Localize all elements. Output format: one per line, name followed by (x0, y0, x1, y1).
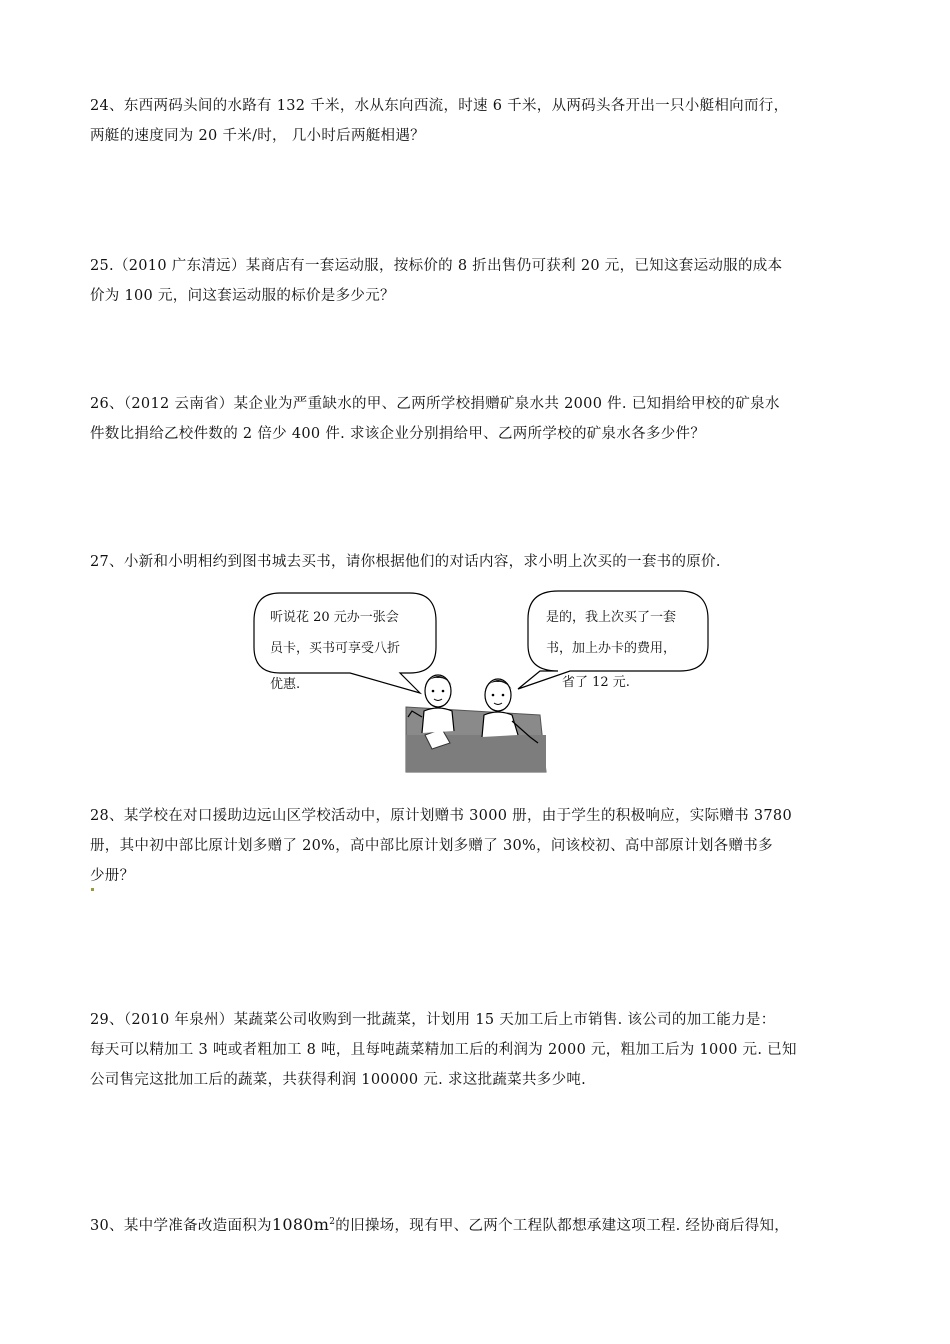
problem-30-text-a: 30、某中学准备改造面积为 (90, 1217, 272, 1234)
problem-28-line-1: 28、某学校在对口援助边远山区学校活动中，原计划赠书 3000 册，由于学生的积极响应，实际赠书 3780 (90, 808, 792, 824)
right-bubble-line-2: 书，加上办卡的费用， (546, 641, 677, 656)
right-bubble-line-1: 是的，我上次买了一套 (546, 610, 677, 625)
problem-28-line-2: 册，其中初中部比原计划多赠了 20%，高中部比原计划多赠了 30%，问该校初、高中部原计划各赠书多 (90, 838, 773, 854)
problem-24-line-2: 两艇的速度同为 20 千米/时， 几小时后两艇相遇？ (90, 128, 425, 144)
left-bubble-line-1: 听说花 20 元办一张会 (270, 610, 399, 625)
problem-28-line-3: 少册？ (90, 868, 135, 884)
problem-29-line-1: 29、（2010 年泉州）某蔬菜公司收购到一批蔬菜，计划用 15 天加工后上市销售. 该公司的加工能力是： (90, 1012, 776, 1028)
problem-30 (90, 1207, 880, 1241)
area-exponent: 2 (329, 1217, 336, 1227)
left-bubble-line-2: 员卡，买书可享受八折 (270, 641, 401, 656)
right-bubble-line-3: 省了 12 元. (562, 675, 630, 690)
problem-30-line-1 (90, 1207, 880, 1241)
problem-28 (90, 801, 880, 891)
problem-24-line-1: 24、东西两码头间的水路有 132 千米，水从东向西流，时速 6 千米，从两码头各开出一只小艇相向而行， (90, 98, 789, 114)
problem-25-line-1: 25.（2010 广东清远）某商店有一套运动服，按标价的 8 折出售仍可获利 20 元，已知这套运动服的成本 (90, 258, 783, 274)
problem-30-text-b: 的旧操场，现有甲、乙两个工程队都想承建这项工程. 经协商后得知， (335, 1217, 790, 1234)
problem-27 (90, 547, 880, 577)
problem-25-line-2: 价为 100 元，问这套运动服的标价是多少元？ (90, 288, 395, 304)
desk-side (406, 735, 546, 772)
left-bubble-line-3: 优惠. (270, 677, 301, 692)
problem-26-line-1: 26、（2012 云南省）某企业为严重缺水的甲、乙两所学校捐赠矿泉水共 2000 件. 已知捐给甲校的矿泉水 (90, 396, 780, 412)
dialogue-illustration (240, 585, 720, 775)
problem-26-line-2: 件数比捐给乙校件数的 2 倍少 400 件. 求该企业分别捐给甲、乙两所学校的矿泉水各多少件？ (90, 426, 706, 442)
area-expression: 1080m (271, 1214, 330, 1234)
problem-29-line-3: 公司售完这批加工后的蔬菜，共获得利润 100000 元. 求这批蔬菜共多少吨. (90, 1072, 587, 1088)
problem-29-line-2: 每天可以精加工 3 吨或者粗加工 8 吨，且每吨蔬菜精加工后的利润为 2000 元，粗加工后为 1000 元. 已知 (90, 1042, 797, 1058)
problem-24 (90, 91, 880, 151)
problem-29 (90, 1005, 880, 1095)
stray-mark (91, 888, 94, 891)
problem-27-line-1: 27、小新和小明相约到图书城去买书，请你根据他们的对话内容，求小明上次买的一套书的原价. (90, 554, 721, 570)
problem-26 (90, 389, 880, 449)
problem-25 (90, 251, 880, 311)
